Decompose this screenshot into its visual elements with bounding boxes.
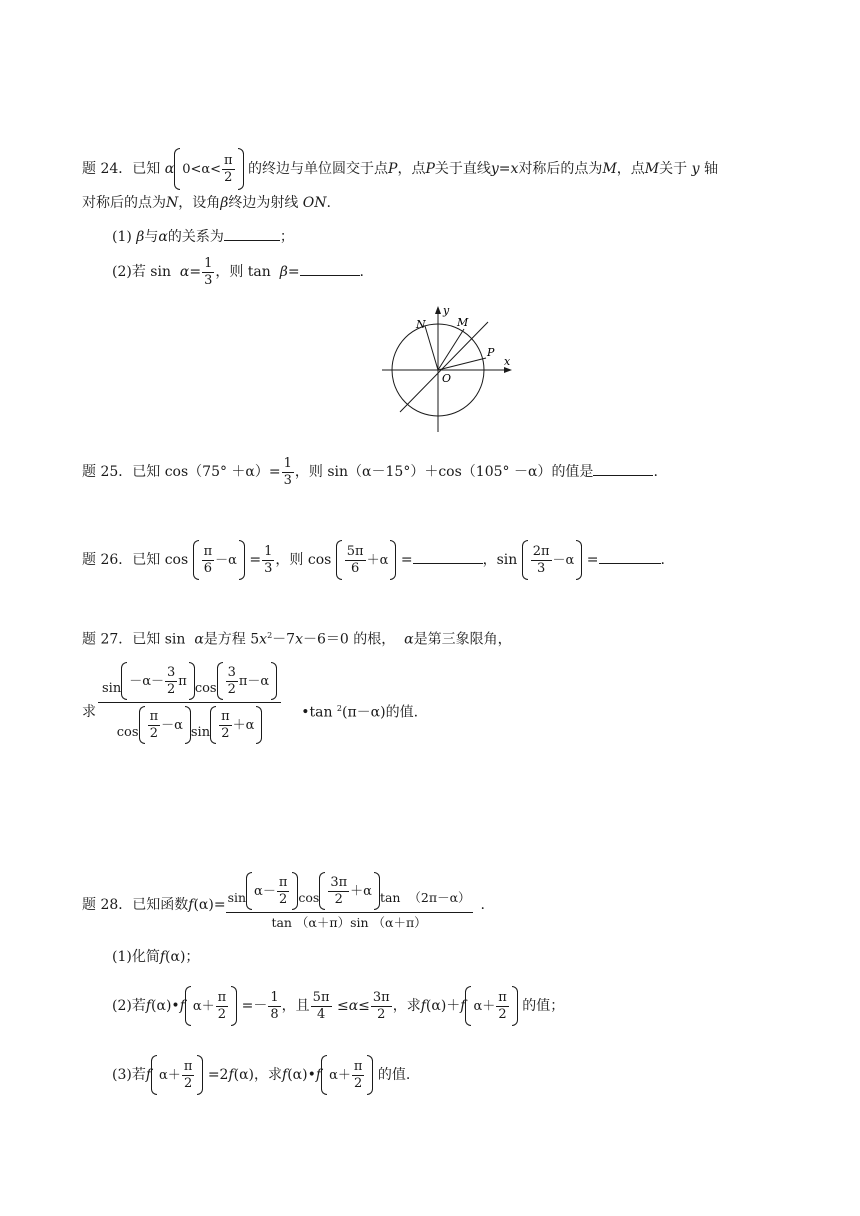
fig-label-y: y bbox=[443, 304, 450, 317]
q28-part2: (2)若 f (α) • f α＋ π 2 =－ 1 8 ，且 $\frac{5\pi}{4}$ ≤ α ≤ $\frac{3\pi}{2}$ ，求 f (α) ＋ f α＋ π 2 的值； bbox=[112, 986, 564, 1026]
ray-op bbox=[438, 358, 486, 370]
q28-definition: 题 28．已知函数f(α)= sin α－ π 2 cos 3π 2 ＋α tan （2π－α） tan （α＋π）sin （α＋π） . bbox=[82, 872, 485, 930]
q27-expression: 求 sin －α－ 3 2 π cos 3 2 π－α cos π 2 －α sin π 2 ＋α •tan $^2$(π－α)的值. bbox=[82, 662, 418, 744]
q24-condition: 0< α < π 2 bbox=[174, 148, 243, 190]
fig-label-o: O bbox=[442, 372, 452, 385]
unit-circle-figure bbox=[378, 300, 518, 435]
ray-om bbox=[438, 329, 464, 370]
q28-part3: (3)若 f α＋ π 2 =2 f (α) ，求 f (α) • f α＋ π 2 的值. bbox=[112, 1055, 410, 1095]
q26: 题 26．已知 cos π 6 －α = $\frac{1}{3}$ ，则 cos 5π 6 ＋α = ，sin 2π 3 －α = . bbox=[82, 540, 665, 580]
fraction: $\frac{1}{3}$ bbox=[204, 256, 213, 288]
q24-line1: 题 24．已知 α 0< α < π 2 的终边与单位圆交于点P，点P关于直线y=x对称后的点为M，点M关于 y 轴 bbox=[82, 148, 718, 190]
q28-part1: (1)化简f(α)； bbox=[112, 949, 200, 965]
answer-blank bbox=[300, 263, 360, 276]
q24-line2: 对称后的点为N，设角β终边为射线 ON. bbox=[82, 195, 331, 211]
y-axis-arrow bbox=[435, 306, 441, 314]
fig-label-x: x bbox=[504, 355, 511, 368]
q27-line1: 题 27．已知 sin α是方程 $5x^2-7x-6=0$ 的根， α是第三象限角， bbox=[82, 631, 512, 648]
q24-part2: (2)若 sin α= $\frac{1}{3}$ ，则 tan β= . bbox=[112, 256, 364, 288]
answer-blank bbox=[593, 463, 653, 476]
fraction: $\frac{1}{3}$ bbox=[283, 456, 292, 488]
alpha: α bbox=[164, 161, 175, 177]
ray-on bbox=[425, 326, 438, 370]
answer-blank bbox=[413, 551, 483, 564]
fig-label-n: N bbox=[416, 318, 426, 331]
q25: 题 25．已知 cos（75° ＋α）= $\frac{1}{3}$ ，则 sin（α－15°）＋cos（105° －α）的值是 . bbox=[82, 456, 658, 488]
answer-blank bbox=[599, 551, 661, 564]
fraction: π 2 bbox=[224, 152, 233, 185]
answer-blank bbox=[224, 228, 280, 241]
fig-label-m: M bbox=[457, 316, 469, 329]
fraction: $\frac{1}{3}$ bbox=[264, 543, 273, 576]
line-y-eq-x bbox=[400, 322, 488, 412]
q24-part1: (1) β与α的关系为 ； bbox=[112, 229, 294, 245]
fig-label-p: P bbox=[487, 346, 495, 359]
